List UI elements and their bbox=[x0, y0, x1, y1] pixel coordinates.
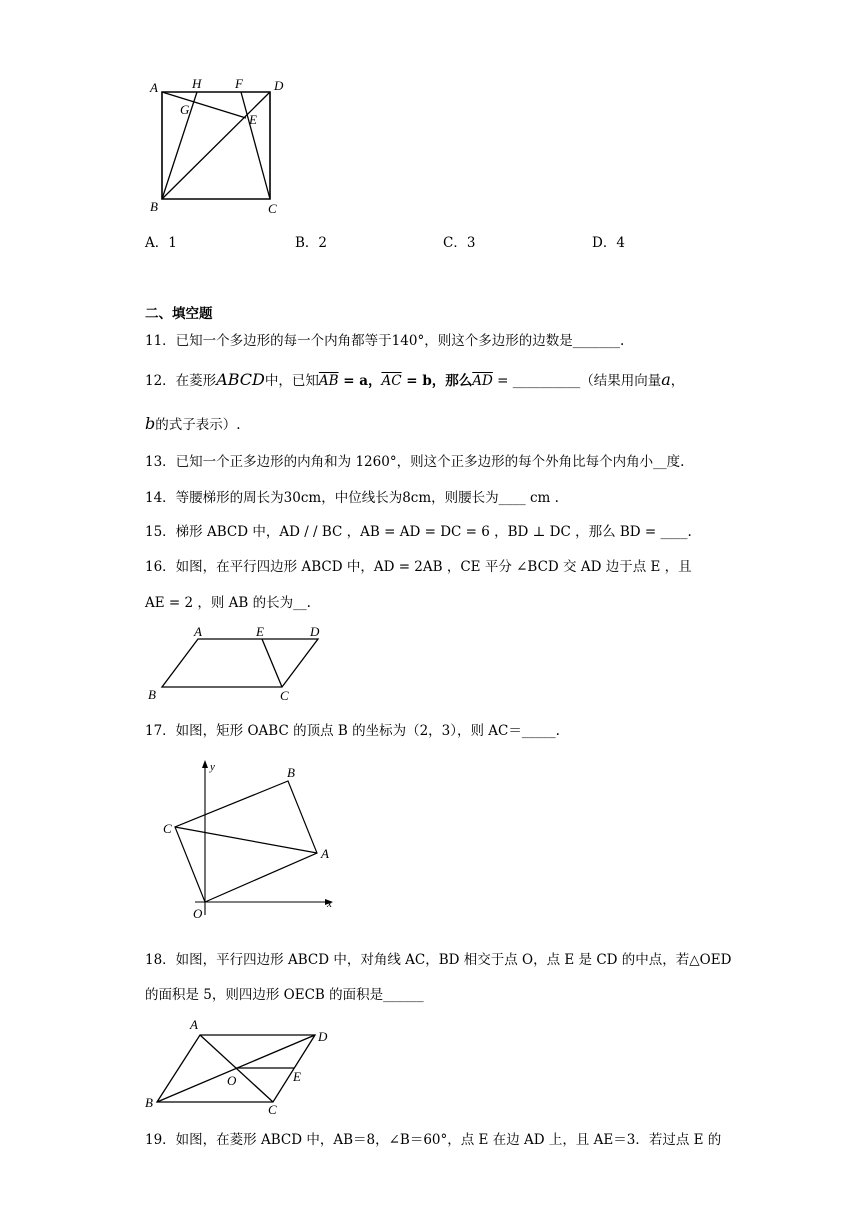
question-11: 11．已知一个多边形的每一个内角都等于140°，则这个多边形的边数是_______. bbox=[145, 333, 625, 349]
q12-mid1: 中，已知 bbox=[264, 373, 319, 389]
q12-vec-b: b bbox=[145, 414, 156, 433]
line-c-e bbox=[262, 639, 282, 687]
figure-parallelogram-18 bbox=[140, 1015, 340, 1115]
label-a: A bbox=[321, 846, 329, 861]
q12-line2: 的式子表示）. bbox=[155, 417, 241, 433]
label-f: F bbox=[235, 76, 243, 91]
diagonal-ac bbox=[175, 827, 317, 853]
label-o: O bbox=[227, 1073, 237, 1088]
line-a-e bbox=[162, 92, 246, 118]
rectangle-oabc bbox=[175, 781, 317, 902]
question-13: 13．已知一个正多边形的内角和为 1260°，则这个正多边形的每个外角比每个内角小__度. bbox=[145, 454, 685, 470]
question-16-line2: AE = 2 ，则 AB 的长为__. bbox=[145, 595, 311, 611]
q12-comma: ， bbox=[670, 373, 685, 389]
q12-vec-ad: $\overline{AD}$ bbox=[472, 373, 493, 389]
question-19: 19．如图，在菱形 ABCD 中，AB＝8，∠B＝60°，点 E 在边 AD 上，且 AE＝3．若过点 E 的 bbox=[145, 1132, 722, 1148]
option-c[interactable]: C．3 bbox=[443, 235, 476, 251]
label-b: B bbox=[287, 765, 295, 780]
option-d[interactable]: D．4 bbox=[592, 235, 625, 251]
question-14: 14．等腰梯形的周长为30cm，中位线长为8cm，则腰长为____ cm . bbox=[145, 490, 559, 506]
option-b[interactable]: B．2 bbox=[295, 235, 328, 251]
label-x: x bbox=[327, 898, 332, 910]
label-d: D bbox=[310, 624, 320, 639]
q12-abcd: ABCD bbox=[216, 370, 265, 389]
label-e: E bbox=[256, 624, 264, 639]
question-18-line1: 18．如图，平行四边形 ABCD 中，对角线 AC，BD 相交于点 O，点 E 是 CD 的中点，若△OED bbox=[145, 952, 732, 968]
question-15: 15．梯形 ABCD 中，AD / / BC ，AB = AD = DC = 6 ，BD ⊥ DC ，那么 BD = ____. bbox=[145, 524, 692, 540]
label-a: A bbox=[190, 1017, 198, 1032]
label-e: E bbox=[293, 1069, 301, 1084]
label-o: O bbox=[193, 906, 203, 921]
q12-vec-ac: $\overline{AC}$ bbox=[381, 373, 402, 389]
figure-square-abcd bbox=[140, 70, 300, 220]
question-16-line1: 16．如图，在平行四边形 ABCD 中，AD = 2AB ，CE 平分 ∠BCD 交 AD 边于点 E ，且 bbox=[145, 559, 692, 575]
q12-blank: = __________（结果用向量 bbox=[492, 373, 662, 389]
q12-vec-a: a bbox=[661, 370, 671, 389]
label-d: D bbox=[274, 78, 284, 93]
question-18-line2: 的面积是 5，则四边形 OECB 的面积是______ bbox=[145, 987, 424, 1003]
label-c: C bbox=[280, 688, 289, 703]
label-b: B bbox=[145, 1095, 153, 1110]
label-h: H bbox=[192, 76, 202, 91]
label-c: C bbox=[268, 1102, 277, 1115]
label-a: A bbox=[194, 624, 202, 639]
label-g: G bbox=[180, 102, 190, 117]
y-axis-arrow bbox=[202, 760, 208, 768]
label-c: C bbox=[163, 821, 172, 836]
question-12 bbox=[145, 370, 684, 391]
q12-prefix: 12．在菱形 bbox=[145, 373, 217, 389]
label-y: y bbox=[210, 761, 215, 773]
label-a: A bbox=[150, 80, 158, 95]
label-e: E bbox=[249, 112, 257, 127]
q12-eq-b: = b，那么 bbox=[401, 373, 473, 389]
label-b: B bbox=[150, 199, 158, 214]
q12-eq-a: = a， bbox=[338, 373, 382, 389]
option-a[interactable]: A．1 bbox=[145, 235, 177, 251]
figure-rectangle-17 bbox=[155, 755, 345, 925]
parallelogram-outline bbox=[162, 639, 318, 687]
label-d: D bbox=[318, 1029, 328, 1044]
q12-vec-ab: $\overline{AB}$ bbox=[318, 373, 339, 389]
question-17: 17．如图，矩形 OABC 的顶点 B 的坐标为（2，3），则 AC＝_____. bbox=[145, 723, 560, 739]
line-c-f bbox=[241, 92, 270, 199]
label-b: B bbox=[148, 687, 156, 702]
question-12-line2 bbox=[145, 414, 241, 435]
section-title: 二、填空题 bbox=[145, 306, 213, 322]
figure-parallelogram-16 bbox=[140, 622, 340, 704]
label-c: C bbox=[268, 201, 277, 216]
